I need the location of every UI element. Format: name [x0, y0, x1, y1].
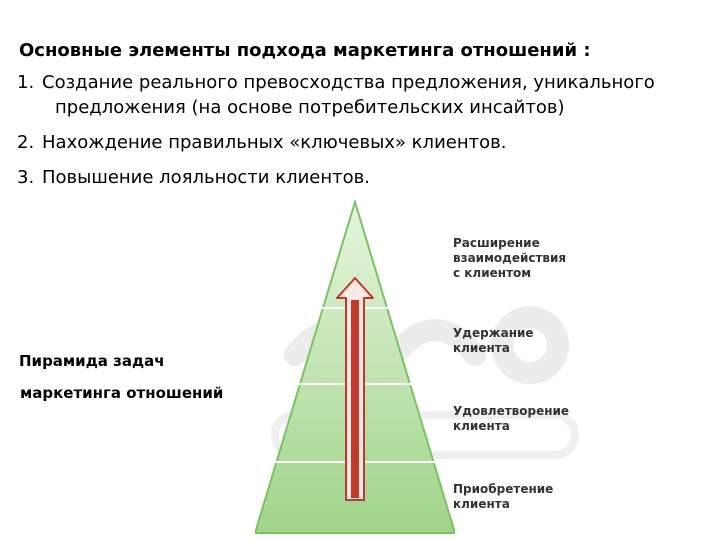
caption-line-2: маркетинга отношений — [20, 384, 224, 402]
pyramid-level-label: Удержание клиента — [453, 326, 534, 355]
slide-heading: Основные элементы подхода маркетинга отношений : — [19, 40, 591, 61]
pyramid-level-label: Удовлетворение клиента — [453, 404, 570, 433]
list-item-text: Нахождение правильных «ключевых» клиентов. — [42, 132, 507, 153]
pyramid-level-label: Приобретение клиента — [453, 482, 554, 511]
pyramid-diagram — [255, 200, 455, 536]
pyramid-level-label: Расширение взаимодействия с клиентом — [453, 236, 567, 280]
list-item — [17, 70, 707, 120]
list-item-text: Создание реального превосходства предложения, уникального — [42, 72, 655, 93]
list-item — [17, 165, 707, 190]
list-item — [17, 130, 707, 155]
list-item-continuation: предложения (на основе потребительских инсайтов) — [55, 97, 565, 118]
caption-line-1: Пирамида задач — [19, 352, 165, 370]
list-item-number: 3. — [17, 167, 35, 188]
list-item-number: 1. — [17, 72, 35, 93]
list-item-number: 2. — [17, 132, 35, 153]
elements-list — [17, 70, 707, 200]
pyramid-caption — [19, 345, 223, 409]
list-item-text: Повышение лояльности клиентов. — [42, 167, 370, 188]
